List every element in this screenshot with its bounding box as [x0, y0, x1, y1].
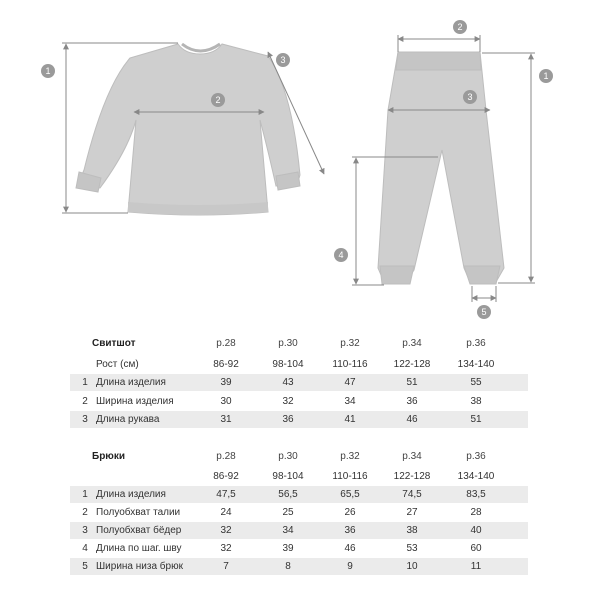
- callout-pants-2: 2: [457, 22, 463, 32]
- size-header: р.28: [216, 338, 236, 349]
- value-cell: 36: [344, 525, 356, 536]
- value-cell: 7: [223, 561, 229, 572]
- height-cell: 98-104: [272, 359, 304, 370]
- height-cell: 122-128: [393, 471, 431, 482]
- row-label: Полуобхват бёдер: [96, 525, 182, 536]
- value-cell: 41: [344, 414, 356, 425]
- value-cell: 32: [220, 543, 232, 554]
- value-cell: 26: [344, 507, 356, 518]
- callout-3: 3: [280, 55, 286, 65]
- row-label: Рост (см): [96, 359, 139, 370]
- row-number: 4: [82, 543, 88, 554]
- value-cell: 9: [347, 561, 353, 572]
- value-cell: 83,5: [466, 489, 486, 500]
- size-header: р.34: [402, 451, 422, 462]
- value-cell: 11: [470, 561, 482, 572]
- callout-pants-1: 1: [543, 71, 549, 81]
- table-row: [0, 558, 600, 575]
- callout-pants-4: 4: [338, 250, 344, 260]
- value-cell: 51: [470, 414, 482, 425]
- table-row-height: [0, 468, 600, 485]
- table-row: [0, 486, 600, 503]
- row-label: Длина по шаг. шву: [96, 543, 182, 554]
- value-cell: 56,5: [278, 489, 298, 500]
- table-row-height: [0, 356, 600, 373]
- value-cell: 47: [344, 377, 356, 388]
- callout-pants-3: 3: [467, 92, 473, 102]
- height-cell: 86-92: [213, 359, 239, 370]
- table-header-row: [0, 335, 600, 352]
- value-cell: 47,5: [216, 489, 236, 500]
- value-cell: 74,5: [402, 489, 422, 500]
- row-label: Длина рукава: [96, 414, 160, 425]
- sweatshirt-drawing: [76, 44, 300, 215]
- height-cell: 86-92: [213, 471, 239, 482]
- size-header: р.32: [340, 338, 360, 349]
- size-header: р.30: [278, 338, 298, 349]
- value-cell: 38: [470, 396, 482, 407]
- table-row: [0, 393, 600, 410]
- row-label: Ширина изделия: [96, 396, 174, 407]
- size-header: р.36: [466, 338, 486, 349]
- height-cell: 122-128: [393, 359, 431, 370]
- value-cell: 60: [470, 543, 482, 554]
- value-cell: 46: [344, 543, 356, 554]
- value-cell: 34: [282, 525, 294, 536]
- value-cell: 30: [220, 396, 232, 407]
- row-number: 3: [82, 414, 88, 425]
- value-cell: 65,5: [340, 489, 360, 500]
- table-row: [0, 540, 600, 557]
- height-cell: 134-140: [457, 359, 495, 370]
- value-cell: 32: [220, 525, 232, 536]
- pants-drawing: [378, 52, 504, 284]
- value-cell: 32: [282, 396, 294, 407]
- value-cell: 55: [470, 377, 482, 388]
- size-header: р.34: [402, 338, 422, 349]
- row-number: 2: [82, 396, 88, 407]
- value-cell: 39: [220, 377, 232, 388]
- height-cell: 110-116: [332, 359, 368, 370]
- value-cell: 31: [220, 414, 232, 425]
- value-cell: 8: [285, 561, 291, 572]
- row-number: 5: [82, 561, 88, 572]
- height-cell: 98-104: [272, 471, 304, 482]
- row-number: 1: [82, 489, 88, 500]
- size-header: р.32: [340, 451, 360, 462]
- table-row: [0, 374, 600, 391]
- table-row: [0, 504, 600, 521]
- row-number: 1: [82, 377, 88, 388]
- value-cell: 51: [406, 377, 418, 388]
- height-cell: 134-140: [457, 471, 495, 482]
- table-header-row: [0, 448, 600, 465]
- value-cell: 53: [406, 543, 418, 554]
- value-cell: 27: [406, 507, 418, 518]
- table-row: [0, 522, 600, 539]
- value-cell: 24: [220, 507, 232, 518]
- callout-2: 2: [215, 95, 221, 105]
- table-title: Брюки: [92, 451, 125, 462]
- table-row: [0, 411, 600, 428]
- value-cell: 10: [406, 561, 418, 572]
- value-cell: 39: [282, 543, 294, 554]
- height-cell: 110-116: [332, 471, 368, 482]
- value-cell: 36: [282, 414, 294, 425]
- size-header: р.28: [216, 451, 236, 462]
- callout-1: 1: [45, 66, 51, 76]
- size-header: р.30: [278, 451, 298, 462]
- size-header: р.36: [466, 451, 486, 462]
- row-label: Длина изделия: [96, 377, 166, 388]
- value-cell: 36: [406, 396, 418, 407]
- value-cell: 43: [282, 377, 294, 388]
- callout-pants-5: 5: [481, 307, 487, 317]
- row-label: Полуобхват талии: [96, 507, 181, 518]
- table-title: Свитшот: [92, 338, 136, 349]
- value-cell: 34: [344, 396, 356, 407]
- value-cell: 40: [470, 525, 482, 536]
- row-label: Длина изделия: [96, 489, 166, 500]
- value-cell: 38: [406, 525, 418, 536]
- row-number: 3: [82, 525, 88, 536]
- value-cell: 25: [282, 507, 294, 518]
- value-cell: 28: [470, 507, 482, 518]
- row-number: 2: [82, 507, 88, 518]
- row-label: Ширина низа брюк: [96, 561, 183, 572]
- value-cell: 46: [406, 414, 418, 425]
